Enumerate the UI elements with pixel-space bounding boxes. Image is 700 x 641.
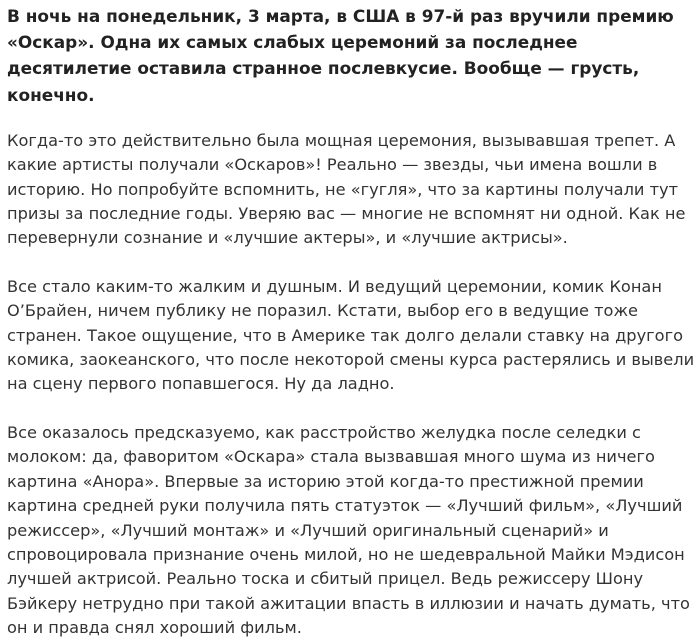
article-paragraph-2: Все стало каким-то жалким и душным. И ведущий церемонии, комик Конан О’Брайен, ничем публику не поразил. Кстати, выбор его в ведущие тоже странен. Такое ощущение, что в Америке так долго делали ставку на другого комика, заокеанского, что после некоторой смены курса растерялись и вывели на сцену первого попавшегося. Ну да ладно.: [7, 276, 695, 394]
article-paragraph-1: Когда-то это действительно была мощная церемония, вызывавшая трепет. А какие артисты получали «Оскаров»! Реально — звезды, чьи имена вошли в историю. Но попробуйте вспомнить, не «гугля», что за картины получали тут призы за последние годы. Уверяю вас — многие не вспомнят ни одной. Как не перевернули сознание и «лучшие актеры», и «лучшие актрисы».: [7, 130, 686, 248]
article-paragraph-3: Все оказалось предсказуемо, как расстройство желудка после селедки с молоком: да, фаворитом «Оскара» стала вызвавшая много шума из ничего картина «Анора». Впервые за историю этой когда-то престижной премии картина средней руки получила пять статуэток — «Лучший фильм», «Лучший режиссер», «Лучший монтаж» и «Лучший оригинальный сценарий» и спровоцировала признание очень милой, но не шедевральной Майки Мэдисон лучшей актрисой. Реально тоска и сбитый прицел. Ведь режиссеру Шону Бэйкеру нетрудно при такой ажитации впасть в иллюзии и начать думать, что он и правда снял хороший фильм.: [7, 422, 690, 638]
article-body: [7, 0, 697, 641]
article-lead: В ночь на понедельник, 3 марта, в США в 97-й раз вручили премию «Оскар». Одна их самых слабых церемоний за последнее десятилетие оставила странное послевкусие. Вообще — грусть, конечно.: [7, 6, 674, 105]
